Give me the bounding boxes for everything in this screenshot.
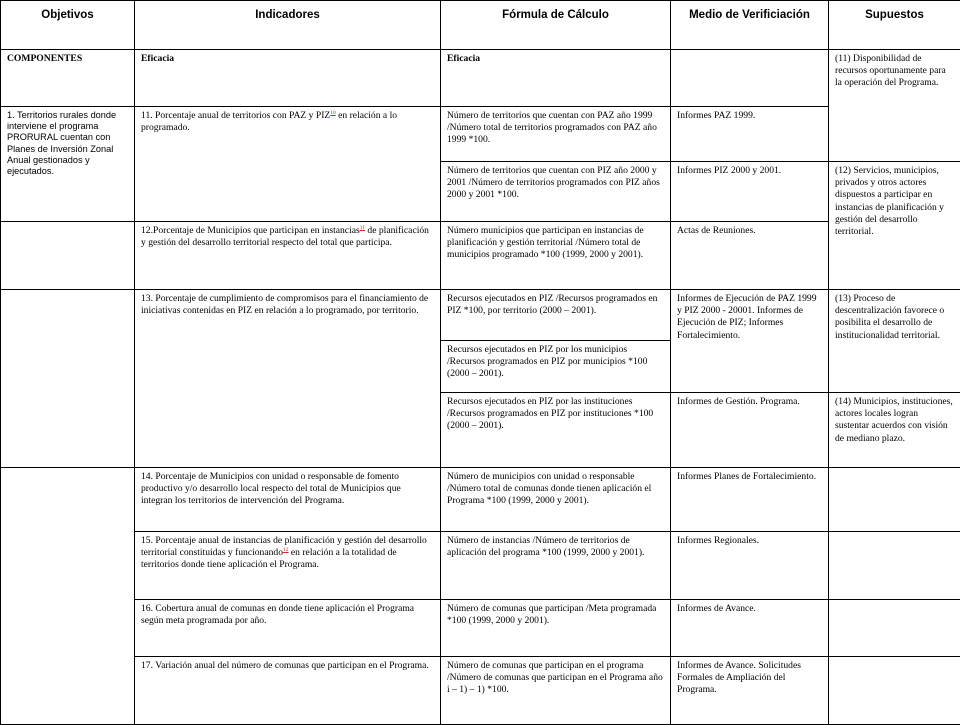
indicator-text: en relación a lo programado. bbox=[141, 110, 397, 133]
table-row bbox=[1, 532, 960, 600]
indicator-15 bbox=[135, 532, 441, 600]
supuesto-11: (11) Disponibilidad de recursos oportunamente para la operación del Programa. bbox=[829, 50, 960, 162]
formula-cell: Número de municipios con unidad o responsable /Número total de comunas donde tienen aplicación el Programa *100 (1999, 2000 y 2001). bbox=[441, 468, 671, 532]
components-row bbox=[1, 50, 960, 107]
header-objetivos: Objetivos bbox=[1, 1, 135, 50]
formula-cell: Recursos ejecutados en PIZ /Recursos programados en PIZ *100, por territorio (2000 – 2001). bbox=[441, 290, 671, 341]
indicator-11 bbox=[135, 107, 441, 222]
table-row bbox=[1, 600, 960, 657]
formula-cell: Número de comunas que participan /Meta programada *100 (1999, 2000 y 2001). bbox=[441, 600, 671, 657]
medio-cell: Actas de Reuniones. bbox=[671, 222, 829, 290]
objetivo-empty-cell bbox=[1, 222, 135, 290]
components-medio-cell bbox=[671, 50, 829, 107]
supuesto-12: (12) Servicios, municipios, privados y otros actores dispuestos a participar en instancias de planificación y gestión del desarrollo territorial. bbox=[829, 162, 960, 290]
header-medio-verificacion: Medio de Verificiación bbox=[671, 1, 829, 50]
supuesto-empty-cell bbox=[829, 532, 960, 600]
objetivo-1: 1. Territorios rurales donde interviene el programa PRORURAL cuentan con Planes de Inversión Zonal Anual gestionados y ejecutados. bbox=[1, 107, 135, 222]
table-row bbox=[1, 222, 960, 290]
formula-cell: Número de territorios que cuentan con PAZ año 1999 /Número total de territorios programados con PAZ año 1999 *100. bbox=[441, 107, 671, 162]
indicator-text: de planificación y gestión del desarrollo territorial respecto del total que participa. bbox=[141, 225, 429, 248]
table-row bbox=[1, 468, 960, 532]
medio-cell: Informes Planes de Fortalecimiento. bbox=[671, 468, 829, 532]
indicator-text: en relación a la totalidad de territorios donde tiene aplicación el Programa. bbox=[141, 547, 397, 570]
header-supuestos: Supuestos bbox=[829, 1, 960, 50]
header-indicadores: Indicadores bbox=[135, 1, 441, 50]
indicator-13: 13. Porcentaje de cumplimiento de compromisos para el financiamiento de iniciativas contenidas en PIZ en relación a lo programado, por territorio. bbox=[135, 290, 441, 468]
header-row bbox=[1, 1, 960, 50]
table-row bbox=[1, 290, 960, 341]
indicator-17: 17. Variación anual del número de comunas que participan en el Programa. bbox=[135, 657, 441, 725]
formula-cell: Número de territorios que cuentan con PIZ año 2000 y 2001 /Número de territorios programados con PIZ años 2000 y 2001 *100. bbox=[441, 162, 671, 222]
medio-cell: Informes de Ejecución de PAZ 1999 y PIZ 2000 - 20001. Informes de Ejecución de PIZ; Informes Fortalecimiento. bbox=[671, 290, 829, 393]
indicator-text: 11. Porcentaje anual de territorios con PAZ y PIZ bbox=[141, 110, 330, 121]
supuesto-13: (13) Proceso de descentralización favorece o posibilita el desarrollo de institucionalidad territorial. bbox=[829, 290, 960, 393]
components-label: COMPONENTES bbox=[1, 50, 135, 107]
indicator-12 bbox=[135, 222, 441, 290]
indicator-type-label: Eficacia bbox=[135, 50, 441, 107]
table-row bbox=[1, 107, 960, 162]
medio-cell: Informes PIZ 2000 y 2001. bbox=[671, 162, 829, 222]
supuesto-14: (14) Municipios, instituciones, actores locales logran sustentar acuerdos con visión de mediano plazo. bbox=[829, 393, 960, 468]
footnote-link[interactable]: 12 bbox=[283, 547, 289, 553]
medio-cell: Informes de Avance. bbox=[671, 600, 829, 657]
formula-type-label: Eficacia bbox=[441, 50, 671, 107]
supuesto-empty-cell bbox=[829, 600, 960, 657]
medio-cell: Informes PAZ 1999. bbox=[671, 107, 829, 162]
objetivo-empty-cell bbox=[1, 468, 135, 725]
footnote-link[interactable]: 11 bbox=[360, 225, 365, 231]
supuesto-empty-cell bbox=[829, 657, 960, 725]
header-formula: Fórmula de Cálculo bbox=[441, 1, 671, 50]
medio-cell: Informes de Avance. Solicitudes Formales de Ampliación del Programa. bbox=[671, 657, 829, 725]
objetivo-empty-cell bbox=[1, 290, 135, 468]
indicator-text: 12.Porcentaje de Municipios que participan en instancias bbox=[141, 225, 360, 236]
formula-cell: Número municipios que participan en instancias de planificación y gestión territorial /Número total de municipios programado *100 (1999, 2000 y 2001). bbox=[441, 222, 671, 290]
medio-cell: Informes Regionales. bbox=[671, 532, 829, 600]
formula-cell: Número de instancias /Número de territorios de aplicación del programa *100 (1999, 2000 y 2001). bbox=[441, 532, 671, 600]
indicator-text: 15. Porcentaje anual de instancias de planificación y gestión del desarrollo territorial constituidas y funcionando bbox=[141, 535, 427, 558]
formula-cell: Número de comunas que participan en el programa /Número de comunas que participan en el Programa año i – 1) – 1) *100. bbox=[441, 657, 671, 725]
indicator-14: 14. Porcentaje de Municipios con unidad o responsable de fomento productivo y/o desarrollo local respecto del total de Municipios que integran los territorios de intervención del Programa. bbox=[135, 468, 441, 532]
supuesto-empty-cell bbox=[829, 468, 960, 532]
footnote-link[interactable]: 10 bbox=[330, 110, 336, 116]
formula-cell: Recursos ejecutados en PIZ por las instituciones /Recursos programados en PIZ por instituciones *100 (2000 – 2001). bbox=[441, 393, 671, 468]
medio-cell: Informes de Gestión. Programa. bbox=[671, 393, 829, 468]
table-row bbox=[1, 657, 960, 725]
formula-cell: Recursos ejecutados en PIZ por los municipios /Recursos programados en PIZ por municipios *100 (2000 – 2001). bbox=[441, 341, 671, 393]
indicator-16: 16. Cobertura anual de comunas en donde tiene aplicación el Programa según meta programada por año. bbox=[135, 600, 441, 657]
